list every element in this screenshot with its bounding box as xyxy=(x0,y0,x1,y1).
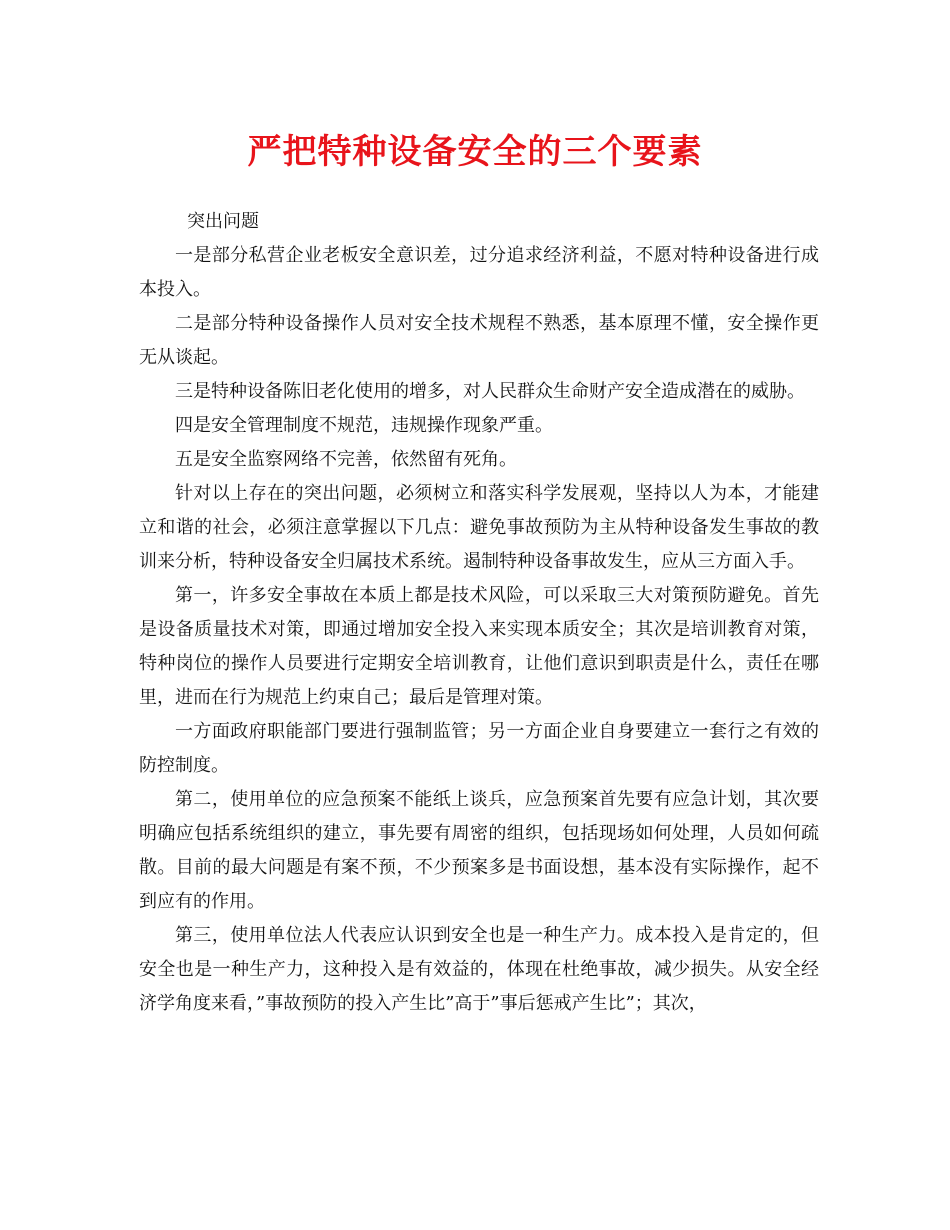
paragraph: 四是安全管理制度不规范，违规操作现象严重。 xyxy=(175,415,553,436)
paragraph: 三是特种设备陈旧老化使用的增多，对人民群众生命财产安全造成潜在的威胁。 xyxy=(175,381,805,402)
paragraph: 针对以上存在的突出问题，必须树立和落实科学发展观，坚持以人为本，才能建立和谐的社会，必须注意掌握以下几点：避免事故预防为主从特种设备发生事故的教训来分析，特种设备安全归属技术系统。遏制特种设备事故发生，应从三方面入手。 xyxy=(139,483,819,572)
paragraph: 第三，使用单位法人代表应认识到安全也是一种生产力。成本投入是肯定的，但安全也是一种生产力，这种投入是有效益的，体现在杜绝事故，减少损失。从安全经济学角度来看，”事故预防的投入产生比”高于”事后惩戒产生比”；其次， xyxy=(139,925,819,1014)
paragraph: 五是安全监察网络不完善，依然留有死角。 xyxy=(175,449,517,470)
paragraph: 第二，使用单位的应急预案不能纸上谈兵，应急预案首先要有应急计划，其次要明确应包括系统组织的建立，事先要有周密的组织，包括现场如何处理，人员如何疏散。目前的最大问题是有案不预，不少预案多是书面设想，基本没有实际操作，起不到应有的作用。 xyxy=(139,789,819,912)
paragraph: 第一，许多安全事故在本质上都是技术风险，可以采取三大对策预防避免。首先是设备质量技术对策，即通过增加安全投入来实现本质安全；其次是培训教育对策，特种岗位的操作人员要进行定期安全培训教育，让他们意识到职责是什么，责任在哪里，进而在行为规范上约束自己；最后是管理对策。 xyxy=(139,585,819,708)
document-body xyxy=(139,205,819,1021)
document-title: 严把特种设备安全的三个要素 xyxy=(247,132,703,172)
section-heading: 突出问题 xyxy=(187,211,259,232)
paragraph: 二是部分特种设备操作人员对安全技术规程不熟悉，基本原理不懂，安全操作更无从谈起。 xyxy=(139,313,819,368)
paragraph: 一方面政府职能部门要进行强制监管；另一方面企业自身要建立一套行之有效的防控制度。 xyxy=(139,721,819,776)
paragraph: 一是部分私营企业老板安全意识差，过分追求经济利益，不愿对特种设备进行成本投入。 xyxy=(139,245,819,300)
